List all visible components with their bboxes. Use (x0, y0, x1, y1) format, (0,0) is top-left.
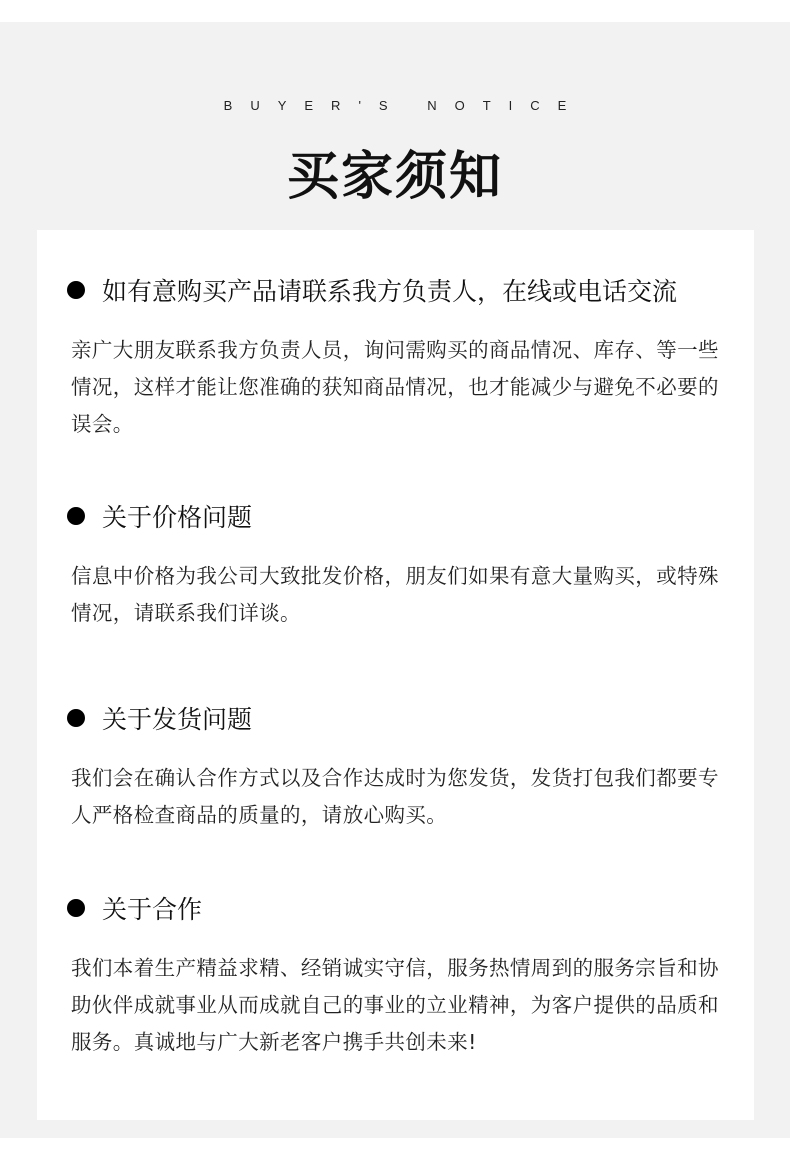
section-heading-text: 关于价格问题 (102, 503, 253, 532)
section-body-text: 信息中价格为我公司大致批发价格，朋友们如果有意大量购买，或特殊情况，请联系我们详谈。 (71, 564, 719, 625)
section-body-text: 我们会在确认合作方式以及合作达成时为您发货，发货打包我们都要专人严格检查商品的质量的，请放心购买。 (71, 766, 719, 827)
section-heading-text: 如有意购买产品请联系我方负责人，在线或电话交流 (102, 277, 678, 306)
section-heading (67, 496, 727, 536)
notice-section-shipping (67, 698, 727, 834)
section-heading (67, 888, 727, 928)
bullet-dot-icon (67, 281, 85, 299)
notice-card (37, 230, 754, 1120)
bullet-dot-icon (67, 507, 85, 525)
bullet-dot-icon (67, 899, 85, 917)
section-heading-text: 关于发货问题 (102, 705, 253, 734)
section-heading-text: 关于合作 (102, 895, 203, 924)
page-subtitle: BUYER'S NOTICE (223, 98, 585, 113)
bullet-dot-icon (67, 709, 85, 727)
section-body-text: 亲广大朋友联系我方负责人员，询问需购买的商品情况、库存、等一些情况，这样才能让您准确的获知商品情况，也才能减少与避免不必要的误会。 (71, 338, 719, 436)
section-body-text: 我们本着生产精益求精、经销诚实守信，服务热情周到的服务宗旨和协助伙伴成就事业从而成就自己的事业的立业精神，为客户提供的品质和服务。真诚地与广大新老客户携手共创未来! (71, 956, 719, 1054)
notice-section-contact (67, 270, 727, 443)
notice-section-price (67, 496, 727, 632)
section-heading (67, 698, 727, 738)
notice-section-cooperation (67, 888, 727, 1061)
page-title: 买家须知 (286, 147, 503, 207)
section-heading (67, 270, 727, 310)
